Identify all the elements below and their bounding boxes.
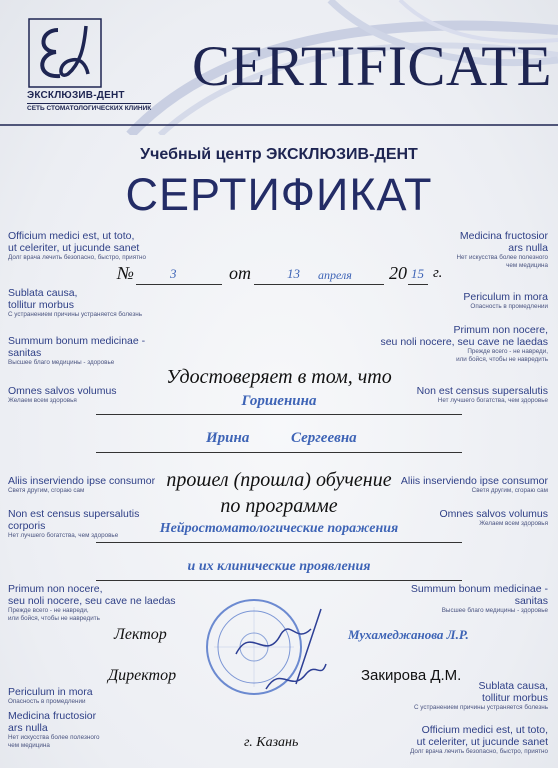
certificate-number: 3 <box>170 266 177 281</box>
latin-quote-right-5: Aliis inserviendo ipse consumor Светя другим, сгораю сам <box>400 475 548 494</box>
name-underline <box>96 452 462 453</box>
latin-quote-left-9: Medicina fructosior ars nulla Нет искусства более полезного чем медицина <box>8 710 100 749</box>
training-center-name: Учебный центр ЭКСКЛЮЗИВ-ДЕНТ <box>140 146 418 163</box>
recipient-first-name: Ирина <box>206 430 250 446</box>
recipient-patronymic: Сергеевна <box>291 430 357 446</box>
number-sign: № <box>117 263 134 283</box>
latin-quote-right-4: Non est census supersalutis Нет лучшего богатства, чем здоровье <box>416 385 548 404</box>
surname-underline <box>96 414 462 415</box>
program-title-line-1: Нейростоматологические поражения <box>159 521 399 536</box>
date-day: 13 <box>287 266 300 281</box>
date-underline <box>254 284 384 285</box>
program-underline-1 <box>96 542 462 543</box>
date-month: апреля <box>318 268 352 282</box>
certificate-heading-ru: СЕРТИФИКАТ <box>125 169 433 220</box>
brand-logo <box>28 18 102 88</box>
brand-subtitle: СЕТЬ СТОМАТОЛОГИЧЕСКИХ КЛИНИК <box>27 105 152 112</box>
latin-quote-right-2: Periculum in mora Опасность в промедлении <box>463 291 548 310</box>
lecturer-name: Мухамеджанова Л.Р. <box>348 627 469 642</box>
latin-quote-left-3: Summum bonum medicinae - sanitas Высшее благо медицины - здоровье <box>8 335 146 366</box>
from-label: от <box>229 263 251 283</box>
latin-quote-left-5: Aliis inserviendo ipse consumor Светя другим, сгораю сам <box>8 475 156 494</box>
year-underline <box>408 284 428 285</box>
program-title-line-2: и их клинические проявления <box>187 559 371 574</box>
latin-quote-left-7: Primum non nocere, seu noli nocere, seu cave ne laedas Прежде всего - не навреди, или бойся, чтобы не навредить <box>8 583 176 622</box>
latin-quote-left-1: Officium medici est, ut toto, ut celeriter, ut jucunde sanet Долг врача лечить безопасно, быстро, приятно <box>8 230 146 261</box>
signature-scribbles <box>226 604 346 694</box>
latin-quote-right-9: Officium medici est, ut toto, ut celeriter, ut jucunde sanet Долг врача лечить безопасно, быстро, приятно <box>410 724 548 755</box>
latin-quote-right-8: Sublata causa, tollitur morbus С устранением причины устраняется болезнь <box>413 680 548 711</box>
latin-quote-left-2: Sublata causa, tollitur morbus С устранением причины устраняется болезнь <box>8 287 143 318</box>
city: г. Казань <box>244 735 299 750</box>
certificate-heading-en: CERTIFICATE <box>192 35 552 98</box>
year-prefix: 20 <box>389 263 407 283</box>
certify-text: Удостоверяет в том, что <box>166 366 392 388</box>
lecturer-label: Лектор <box>114 626 167 643</box>
director-label: Директор <box>108 667 177 684</box>
latin-quote-right-1: Medicina fructosior ars nulla Нет искусства более полезного чем медицина <box>456 230 548 269</box>
number-underline <box>136 284 222 285</box>
program-label: по программе <box>220 495 338 517</box>
latin-quote-left-6: Non est census supersalutis corporis Нет лучшего богатства, чем здоровье <box>8 508 140 539</box>
completed-text: прошел (прошла) обучение <box>166 469 392 491</box>
latin-quote-left-4: Omnes salvos volumus Желаем всем здоровья <box>8 385 117 404</box>
director-name: Закирова Д.М. <box>361 667 462 684</box>
latin-quote-right-6: Omnes salvos volumus Желаем всем здоровья <box>439 508 548 527</box>
year-g: г. <box>433 265 443 281</box>
latin-quote-right-3: Primum non nocere, seu noli nocere, seu cave ne laedas Прежде всего - не навреди, или бойся, чтобы не навредить <box>380 324 548 363</box>
recipient-surname: Горшенина <box>241 393 317 409</box>
latin-quote-right-7: Summum bonum medicinae - sanitas Высшее благо медицины - здоровье <box>410 583 548 614</box>
latin-quote-left-8: Periculum in mora Опасность в промедлении <box>8 686 93 705</box>
brand-name: ЭКСКЛЮЗИВ-ДЕНТ <box>27 90 125 101</box>
year-suffix: 15 <box>411 266 424 281</box>
program-underline-2 <box>96 580 462 581</box>
